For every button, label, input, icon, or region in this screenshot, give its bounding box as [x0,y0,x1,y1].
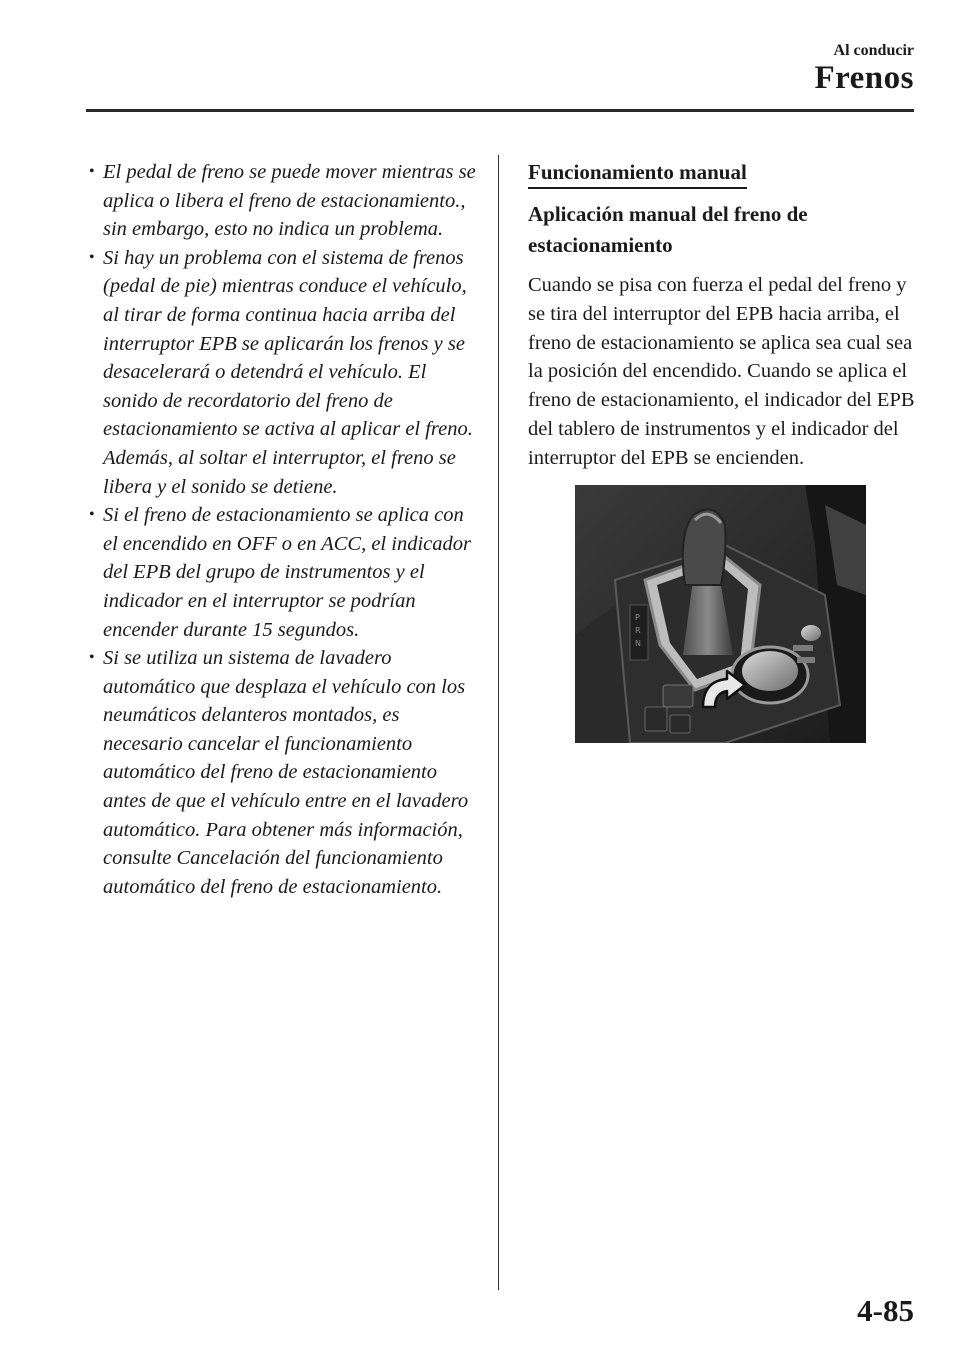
svg-text:N: N [635,639,641,648]
svg-text:R: R [635,626,641,635]
note-item [86,158,481,244]
note-text: Si se utiliza un sistema de lavadero automático que desplaza el vehículo con los neumáticos delanteros montados, es necesario cancelar el funcionamiento automático del freno de estacionamiento antes de que el vehículo entre en el lavadero automático. Para obtener más información, consulte Cancelación del funcionamiento automático del freno de estacionamiento. [103,647,469,898]
note-item [86,644,481,901]
note-text: Si el freno de estacionamiento se aplica con el encendido en OFF o en ACC, el indicador del EPB del grupo de instrumentos y el indicador en el interruptor se podrían encender durante 15 segundos. [103,504,471,641]
note-item [86,244,481,501]
note-text: El pedal de freno se puede mover mientras se aplica o libera el freno de estacionamiento., sin embargo, esto no indica un problema. [103,161,476,241]
bullet: • [89,506,95,524]
body-paragraph: Cuando se pisa con fuerza el pedal del freno y se tira del interruptor del EPB hacia arriba, el freno de estacionamiento se aplica sea cual sea la posición del encendido. Cuando se aplica el freno de estacionamiento, el indicador del EPB del tablero de instrumentos y el indicador del interruptor del EPB se encienden. [528,274,915,469]
page-number: 4-85 [857,1293,914,1328]
section-heading: Funcionamiento manual [528,158,747,189]
svg-text:P: P [635,613,640,622]
page-title: Frenos [814,60,914,96]
bullet: • [89,163,95,180]
right-column [528,158,918,473]
epb-console-illustration [575,485,866,743]
console-drawing [575,485,866,743]
bullet: • [89,248,95,266]
left-column [86,158,481,901]
column-divider [498,155,499,1290]
bullet: • [89,649,95,667]
header-rule [86,109,914,112]
note-item [86,501,481,644]
notes-list [86,158,481,901]
note-text: Si hay un problema con el sistema de frenos (pedal de pie) mientras conduce el vehículo, al tirar de forma continua hacia arriba del interruptor EPB se aplicarán los frenos y se desacelerará o detendrá el vehículo. El sonido de recordatorio del freno de estacionamiento se activa al aplicar el freno. Además, al soltar el interruptor, el freno se libera y el sonido se detiene. [103,246,473,498]
chapter-label: Al conducir [833,42,914,59]
sub-heading: Aplicación manual del freno de estacionamiento [528,202,808,257]
